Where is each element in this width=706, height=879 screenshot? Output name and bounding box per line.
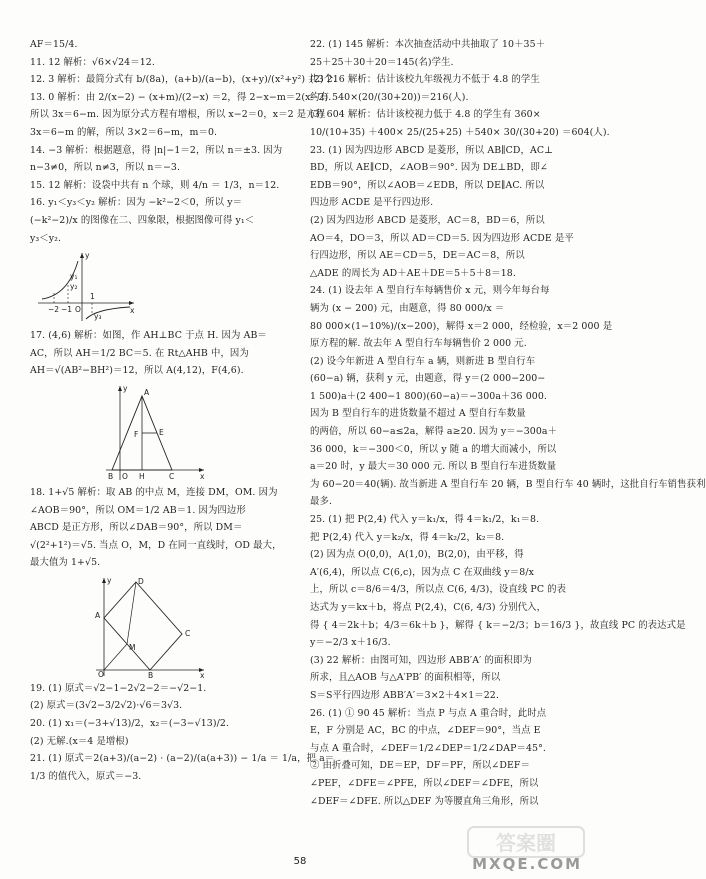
answer-line: a＝20 时，y 最大＝30 000 元. 所以 B 型自行车进货数量 bbox=[310, 461, 557, 473]
answer-line: 25＋25＋30＋20＝145(名)学生. bbox=[310, 56, 454, 68]
answer-line: 15. 12 解析：设袋中共有 n 个球，则 4/n ＝ 1/3，n＝12. bbox=[30, 179, 280, 191]
answer-line: BD，所以 AE∥CD，∠AOB＝90°. 因为 DE⊥BD，即∠ bbox=[310, 162, 548, 174]
watermark-main: 答案圈 bbox=[496, 831, 556, 855]
answer-line: AF＝15/4. bbox=[30, 39, 78, 50]
answer-line: y₃＜y₂. bbox=[30, 232, 62, 244]
answer-line: n−3≠0，所以 n≠3，所以 n＝−3. bbox=[30, 162, 181, 174]
answer-line: 20. (1) x₁＝(−3+√13)/2，x₂＝(−3−√13)/2. bbox=[30, 718, 229, 730]
right-column bbox=[310, 36, 706, 810]
axis-x-label: x bbox=[130, 306, 135, 316]
answer-line: (2) 设今年新进 A 型自行车 a 辆，则新进 B 型自行车 bbox=[310, 355, 536, 367]
answer-line: 所求，且△AOB 与△A′PB′ 的面积相等，所以 bbox=[310, 672, 501, 684]
answer-line: 3x＝6−m 的解，所以 3×2＝6−m，m＝0. bbox=[30, 126, 218, 138]
answer-line: AH＝√(AB²−BH²)＝12，所以 A(4,12)，F(4,6). bbox=[30, 365, 244, 377]
answer-line: 12. 3 解析：最简分式有 b/(8a)，(a+b)/(a−b)，(x+y)/(x²+y²) 共3个. bbox=[30, 74, 337, 86]
triangle-figure-17 bbox=[100, 382, 210, 482]
answer-line: (2) 216 解析：估计该校九年级视力不低于 4.8 的学生 bbox=[310, 74, 540, 86]
answer-line: 14. −3 解析：根据题意，得 |n|−1＝2，所以 n＝±3. 因为 bbox=[30, 144, 283, 156]
tick-neg1: −1 bbox=[61, 305, 73, 315]
answer-line: (−k²−2)/x 的图像在二、四象限，根据图像可得 y₁＜ bbox=[30, 214, 255, 226]
answer-line: 所以 3x＝6−m. 因为原分式方程有增根，所以 x−2＝0，x＝2 是方程 bbox=[30, 109, 326, 121]
origin-O: O bbox=[98, 669, 104, 679]
y1-label: y₁ bbox=[70, 272, 78, 282]
answer-line: ∠DEF＝∠DFE. 所以△DEF 为等腰直角三角形，所以 bbox=[310, 795, 539, 807]
y3-label: y₃ bbox=[94, 312, 102, 322]
answer-line: 22. (1) 145 解析：本次抽查活动中共抽取了 10＋35＋ bbox=[310, 39, 546, 50]
answer-line: 原方程的解. 故去年 A 型自行车每辆售价 2 000 元. bbox=[310, 338, 527, 350]
answer-line: 达式为 y＝kx＋b，将点 P(2,4)，C(6, 4/3) 分别代入， bbox=[310, 602, 547, 613]
answer-line: (2) 因为四边形 ABCD 是菱形，AC＝8，BD＝6，所以 bbox=[310, 214, 545, 226]
square-figure-18 bbox=[90, 574, 210, 678]
answer-line: S＝S平行四边形 ABB′A′＝3×2＋4×1＝22. bbox=[310, 689, 499, 701]
tick-neg2: −2 bbox=[48, 305, 60, 315]
answer-line: √(2²+1²)＝√5. 当点 O，M，D 在同一直线时，OD 最大， bbox=[30, 539, 282, 551]
answer-line: 10/(10+35) ＋400× 25/(25+25) ＋540× 30/(30+20) ＝604(人). bbox=[310, 126, 610, 138]
answer-line: 为 60−20＝40(辆). 故当新进 A 型自行车 20 辆，B 型自行车 40 辆时，这批自行车销售获利 bbox=[310, 478, 706, 490]
answer-line: 行四边形，所以 AE＝CD＝5，DE＝AC＝8，所以 bbox=[310, 250, 525, 262]
answer-line: 36 000，k＝−300＜0，所以 y 随 a 的增大而减小，所以 bbox=[310, 443, 557, 455]
answer-line: 16. y₁＜y₃＜y₂ 解析：因为 −k²−2＜0，所以 y＝ bbox=[30, 197, 243, 209]
answer-line: 25. (1) 把 P(2,4) 代入 y＝k₁/x，得 4＝k₁/2，k₁＝8. bbox=[310, 514, 540, 526]
answer-line: 上，所以 c＝8/6＝4/3，所以点 C(6, 4/3)，设直线 PC 的表 bbox=[310, 584, 567, 596]
page-number: 58 bbox=[293, 856, 307, 867]
answer-line: 1/3 的值代入，原式＝−3. bbox=[30, 770, 142, 782]
answer-line: A′(6,4)，所以点 C(6,c)，因为点 C 在双曲线 y＝8/x bbox=[310, 566, 534, 578]
answer-line: ∠AOB＝90°，所以 OM＝1/2 AB＝1. 因为四边形 bbox=[30, 504, 246, 516]
answer-line: 1 500)a＋(2 400−1 800)(60−a)＝−300a＋36 000. bbox=[310, 390, 547, 402]
point-B: B bbox=[108, 471, 114, 481]
answer-line: 最大值为 1+√5. bbox=[30, 557, 101, 569]
answer-line: y＝−2/3 x＋16/3. bbox=[310, 637, 391, 649]
origin-label: O bbox=[75, 305, 81, 315]
answer-line: ∠PEF，∠DFE＝∠PFE，所以∠DEF＝∠DFE，所以 bbox=[310, 777, 539, 789]
answer-line: 11. 12 解析：√6×√24＝12. bbox=[30, 56, 155, 68]
answer-line: (2) 因为点 O(0,0)，A(1,0)，B(2,0)，由平移，得 bbox=[310, 549, 524, 561]
point-E: E bbox=[159, 427, 164, 437]
answer-line: △ADE 的周长为 AD＋AE＋DE＝5＋5＋8＝18. bbox=[310, 267, 516, 279]
point-F: F bbox=[134, 429, 139, 439]
answer-line: 把 P(2,4) 代入 y＝k₂/x，得 4＝k₂/2，k₂＝8. bbox=[310, 531, 505, 543]
point-M: M bbox=[129, 642, 136, 652]
answer-line: ② 由折叠可知，DE＝EP，DF＝PF，所以∠DEF＝ bbox=[310, 760, 530, 772]
axis-y-label: y bbox=[123, 383, 128, 393]
axis-x-label: x bbox=[200, 670, 205, 680]
answer-line: 四边形 ACDE 是平行四边形. bbox=[310, 197, 434, 209]
answer-line: (2) 原式＝(3√2−3/2√2)·√6＝3√3. bbox=[30, 700, 183, 712]
answer-line: 24. (1) 设去年 A 型自行车每辆售价 x 元，则今年每台每 bbox=[310, 285, 550, 297]
answer-line: AC，所以 AH＝1/2 BC＝5. 在 Rt△AHB 中，因为 bbox=[30, 347, 249, 359]
point-D: D bbox=[138, 576, 144, 586]
answer-line: EDB＝90°，所以∠AOB＝∠EDB，所以 DE∥AC. 所以 bbox=[310, 179, 545, 191]
answer-line: 得 { 4＝2k＋b；4/3＝6k＋b }，解得 { k＝−2/3；b＝16/3 }，故直线 PC 的表达式是 bbox=[310, 619, 686, 631]
answer-line: 的两倍，所以 60−a≤2a，解得 a≥20. 因为 y＝−300a＋ bbox=[310, 426, 558, 438]
answer-line: E，F 分别是 AC，BC 的中点，∠DEF＝90°，当点 E bbox=[310, 725, 541, 737]
answer-line: (2) 无解.(x＝4 是增根) bbox=[30, 735, 129, 747]
point-C: C bbox=[185, 628, 191, 638]
answer-line: 因为 B 型自行车的进货数量不超过 A 型自行车数量 bbox=[310, 408, 526, 420]
answer-line: 80 000×(1−10%)/(x−200)，解得 x＝2 000，经检验，x＝2 000 是 bbox=[310, 320, 613, 332]
answer-line: (3) 22 解析：由图可知，四边形 ABB′A′ 的面积即为 bbox=[310, 654, 532, 666]
answer-line: 最多. bbox=[310, 496, 333, 508]
answer-line: ABCD 是正方形，所以∠DAB＝90°，所以 DM＝ bbox=[30, 522, 243, 534]
axis-y-label: y bbox=[107, 575, 112, 585]
answer-line: 18. 1+√5 解析：取 AB 的中点 M，连接 DM，OM. 因为 bbox=[30, 486, 278, 498]
answer-line: 23. (1) 因为四边形 ABCD 是菱形，所以 AB∥CD，AC⊥ bbox=[310, 144, 554, 156]
answer-line: 19. (1) 原式＝√2−1−2√2−2＝−√2−1. bbox=[30, 682, 207, 694]
origin-O: O bbox=[122, 471, 128, 481]
point-A: A bbox=[144, 387, 150, 397]
answer-line: AO＝4，DO＝3，所以 AD＝CD＝5. 因为四边形 ACDE 是平 bbox=[310, 232, 574, 244]
answer-line: 26. (1) ① 90 45 解析：当点 P 与点 A 重合时，此时点 bbox=[310, 707, 547, 719]
answer-line: 约有 540×(20/(30+20))＝216(人). bbox=[310, 91, 469, 103]
point-H: H bbox=[139, 471, 145, 481]
point-B: B bbox=[148, 670, 154, 680]
answer-line: 与点 A 重合时，∠DEF＝1/2∠DEP＝1/2∠DAP＝45°. bbox=[310, 742, 546, 754]
axis-x-label: x bbox=[200, 471, 205, 481]
y2-label: y₂ bbox=[70, 282, 78, 292]
answer-line: 17. (4,6) 解析：如图，作 AH⊥BC 于点 H. 因为 AB＝ bbox=[30, 330, 267, 342]
tick-1: 1 bbox=[90, 292, 95, 302]
axis-y-label: y bbox=[85, 251, 90, 261]
answer-line: 13. 0 解析：由 2/(x−2) − (x+m)/(2−x) ＝2，得 2−x−m＝2(x−2). bbox=[30, 91, 332, 103]
watermark-sub: MXQE.COM bbox=[472, 855, 582, 873]
point-C: C bbox=[169, 471, 175, 481]
hyperbola-figure-16 bbox=[30, 249, 140, 325]
answer-line: (60−a) 辆，获利 y 元，由题意，得 y＝(2 000−200− bbox=[310, 373, 546, 385]
answer-line: (3) 604 解析：估计该校视力低于 4.8 的学生有 360× bbox=[310, 109, 541, 121]
point-A: A bbox=[95, 610, 101, 620]
answer-line: 辆为 (x − 200) 元，由题意，得 80 000/x ＝ bbox=[310, 302, 505, 314]
answer-line: 21. (1) 原式＝2(a+3)/(a−2) · (a−2)/(a(a+3)) − 1/a ＝ 1/a，把 a＝ bbox=[30, 753, 335, 765]
